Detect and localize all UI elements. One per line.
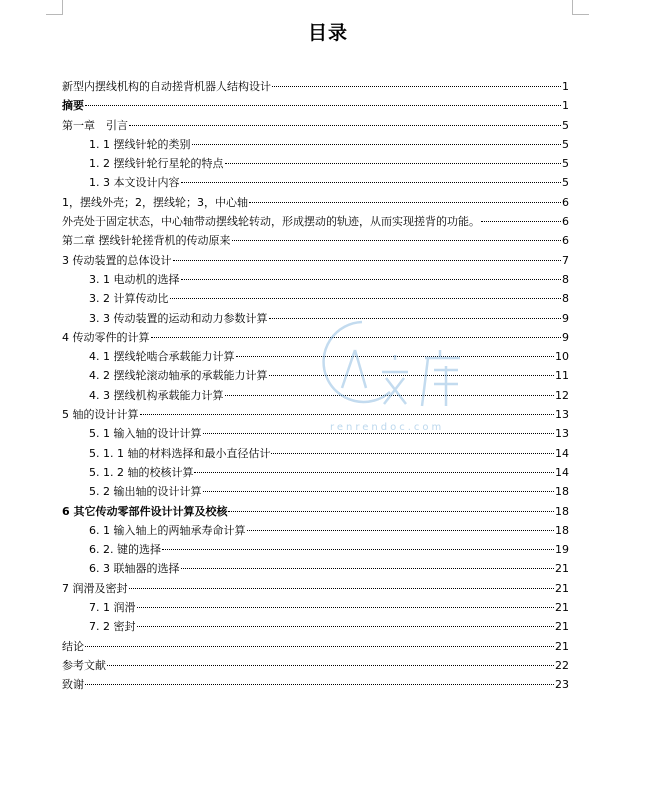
toc-entry-page-number: 18: [555, 504, 569, 518]
toc-entry-page-number: 18: [555, 523, 569, 537]
toc-dot-leader: [170, 298, 562, 299]
page-corner-mark-right: [572, 0, 589, 15]
toc-entry-title: 6. 3 联轴器的选择: [89, 562, 180, 576]
toc-entry[interactable]: [62, 328, 569, 347]
toc-entry-page-number: 6: [562, 234, 569, 248]
toc-dot-leader: [181, 182, 562, 183]
toc-entry-page-number: 13: [555, 408, 569, 422]
toc-entry[interactable]: [62, 598, 569, 617]
toc-entry-page-number: 14: [555, 465, 569, 479]
toc-entry-title: 参考文献: [62, 658, 106, 672]
toc-entry-title: 外壳处于固定状态，中心轴带动摆线轮转动，形成摆动的轨迹，从而实现搓背的功能。: [62, 215, 480, 229]
toc-entry-page-number: 9: [562, 311, 569, 325]
toc-dot-leader: [192, 144, 562, 145]
toc-entry[interactable]: [62, 135, 569, 154]
toc-entry-page-number: 1: [562, 99, 569, 113]
toc-entry[interactable]: [62, 617, 569, 636]
toc-entry-page-number: 23: [555, 678, 569, 692]
page-corner-mark-left: [46, 0, 63, 15]
toc-dot-leader: [269, 318, 562, 319]
toc-entry-title: 3. 1 电动机的选择: [89, 272, 180, 286]
toc-entry[interactable]: [62, 405, 569, 424]
toc-entry-title: 6. 2. 键的选择: [89, 543, 161, 557]
toc-entry-page-number: 8: [562, 272, 569, 286]
toc-entry-title: 4. 3 摆线机构承载能力计算: [89, 388, 224, 402]
toc-dot-leader: [225, 163, 562, 164]
toc-entry[interactable]: [62, 77, 569, 96]
toc-entry[interactable]: [62, 424, 569, 443]
toc-dot-leader: [140, 414, 555, 415]
toc-entry[interactable]: [62, 366, 569, 385]
toc-entry[interactable]: [62, 656, 569, 675]
toc-entry-title: 4. 1 摆线轮啮合承载能力计算: [89, 350, 235, 364]
toc-dot-leader: [203, 491, 555, 492]
toc-entry-title: 6 其它传动零部件设计计算及校核: [62, 504, 228, 518]
toc-dot-leader: [137, 626, 555, 627]
toc-dot-leader: [162, 549, 554, 550]
toc-entry-page-number: 21: [555, 620, 569, 634]
toc-entry[interactable]: [62, 270, 569, 289]
toc-entry[interactable]: [62, 116, 569, 135]
toc-entry-page-number: 22: [555, 658, 569, 672]
toc-entry-page-number: 5: [562, 137, 569, 151]
toc-entry[interactable]: [62, 193, 569, 212]
toc-entry-page-number: 10: [555, 350, 569, 364]
toc-entry[interactable]: [62, 444, 569, 463]
toc-entry-page-number: 11: [555, 369, 569, 383]
toc-entry[interactable]: [62, 154, 569, 173]
toc-entry-page-number: 21: [555, 601, 569, 615]
table-of-contents: [62, 77, 569, 695]
toc-entry-page-number: 5: [562, 176, 569, 190]
toc-entry-title: 结论: [62, 639, 84, 653]
toc-entry[interactable]: [62, 309, 569, 328]
toc-entry-page-number: 12: [555, 388, 569, 402]
toc-entry[interactable]: [62, 231, 569, 250]
toc-entry-title: 第二章 摆线针轮搓背机的传动原来: [62, 234, 231, 248]
watermark-url: renrendoc.com: [330, 422, 445, 433]
toc-entry-page-number: 19: [555, 543, 569, 557]
toc-dot-leader: [249, 202, 561, 203]
toc-entry[interactable]: [62, 482, 569, 501]
toc-title: 目录: [307, 22, 348, 44]
toc-entry-page-number: 14: [555, 446, 569, 460]
toc-entry-page-number: 5: [562, 118, 569, 132]
toc-entry-title: 7 润滑及密封: [62, 581, 128, 595]
toc-entry[interactable]: [62, 463, 569, 482]
toc-entry-title: 第一章 引言: [62, 118, 128, 132]
toc-entry-title: 1，摆线外壳；2，摆线轮；3，中心轴: [62, 195, 248, 209]
toc-entry-title: 致谢: [62, 678, 84, 692]
toc-entry[interactable]: [62, 251, 569, 270]
toc-entry-title: 新型内摆线机构的自动搓背机器人结构设计: [62, 80, 271, 93]
toc-entry-page-number: 5: [562, 157, 569, 171]
toc-entry-title: 7. 2 密封: [89, 620, 136, 634]
toc-dot-leader: [107, 665, 554, 666]
toc-entry[interactable]: [62, 96, 569, 115]
toc-dot-leader: [272, 86, 561, 87]
toc-dot-leader: [151, 337, 562, 338]
toc-entry-page-number: 13: [555, 427, 569, 441]
toc-dot-leader: [137, 607, 555, 608]
toc-entry[interactable]: [62, 386, 569, 405]
toc-entry-page-number: 21: [555, 581, 569, 595]
toc-entry-title: 1. 3 本文设计内容: [89, 176, 180, 190]
toc-dot-leader: [203, 433, 555, 434]
toc-entry[interactable]: [62, 559, 569, 578]
toc-entry-title: 3 传动装置的总体设计: [62, 253, 172, 267]
toc-entry-title: 5. 1. 2 轴的校核计算: [89, 465, 194, 479]
toc-entry-title: 3. 2 计算传动比: [89, 292, 169, 306]
toc-entry-title: 6. 1 输入轴上的两轴承寿命计算: [89, 523, 246, 537]
toc-entry-title: 4 传动零件的计算: [62, 330, 150, 344]
toc-entry[interactable]: [62, 521, 569, 540]
toc-entry-title: 1. 2 摆线针轮行星轮的特点: [89, 157, 224, 171]
toc-entry[interactable]: [62, 502, 569, 521]
toc-dot-leader: [232, 240, 562, 241]
toc-dot-leader: [236, 356, 555, 357]
toc-entry[interactable]: [62, 289, 569, 308]
toc-entry[interactable]: [62, 637, 569, 656]
toc-dot-leader: [173, 260, 562, 261]
toc-entry-page-number: 6: [562, 215, 569, 229]
toc-entry-page-number: 7: [562, 253, 569, 267]
toc-dot-leader: [85, 105, 561, 106]
toc-dot-leader: [85, 646, 554, 647]
toc-entry[interactable]: [62, 675, 569, 694]
toc-dot-leader: [85, 684, 554, 685]
toc-entry-title: 1. 1 摆线针轮的类别: [89, 137, 191, 151]
toc-dot-leader: [228, 511, 554, 512]
toc-dot-leader: [181, 279, 562, 280]
toc-entry[interactable]: [62, 579, 569, 598]
toc-entry-title: 4. 2 摆线轮滚动轴承的承载能力计算: [89, 369, 268, 383]
toc-entry[interactable]: [62, 540, 569, 559]
toc-entry[interactable]: [62, 347, 569, 366]
toc-dot-leader: [481, 221, 561, 222]
toc-dot-leader: [129, 125, 561, 126]
toc-dot-leader: [269, 375, 555, 376]
toc-dot-leader: [271, 453, 554, 454]
toc-entry-title: 3. 3 传动装置的运动和动力参数计算: [89, 311, 268, 325]
toc-entry[interactable]: [62, 173, 569, 192]
toc-dot-leader: [194, 472, 554, 473]
toc-entry-page-number: 1: [562, 80, 569, 93]
toc-entry-page-number: 21: [555, 562, 569, 576]
toc-dot-leader: [225, 395, 555, 396]
toc-entry-title: 7. 1 润滑: [89, 601, 136, 615]
toc-entry-page-number: 18: [555, 485, 569, 499]
toc-entry-title: 5. 1 输入轴的设计计算: [89, 427, 202, 441]
toc-entry-page-number: 21: [555, 639, 569, 653]
toc-entry[interactable]: [62, 212, 569, 231]
toc-entry-page-number: 8: [562, 292, 569, 306]
toc-entry-page-number: 6: [562, 195, 569, 209]
toc-dot-leader: [181, 568, 555, 569]
toc-dot-leader: [129, 588, 555, 589]
toc-entry-title: 5. 1. 1 轴的材料选择和最小直径估计: [89, 446, 271, 460]
toc-entry-page-number: 9: [562, 330, 569, 344]
toc-entry-title: 摘要: [62, 99, 84, 113]
toc-dot-leader: [247, 530, 555, 531]
toc-entry-title: 5. 2 输出轴的设计计算: [89, 485, 202, 499]
toc-entry-title: 5 轴的设计计算: [62, 408, 139, 422]
